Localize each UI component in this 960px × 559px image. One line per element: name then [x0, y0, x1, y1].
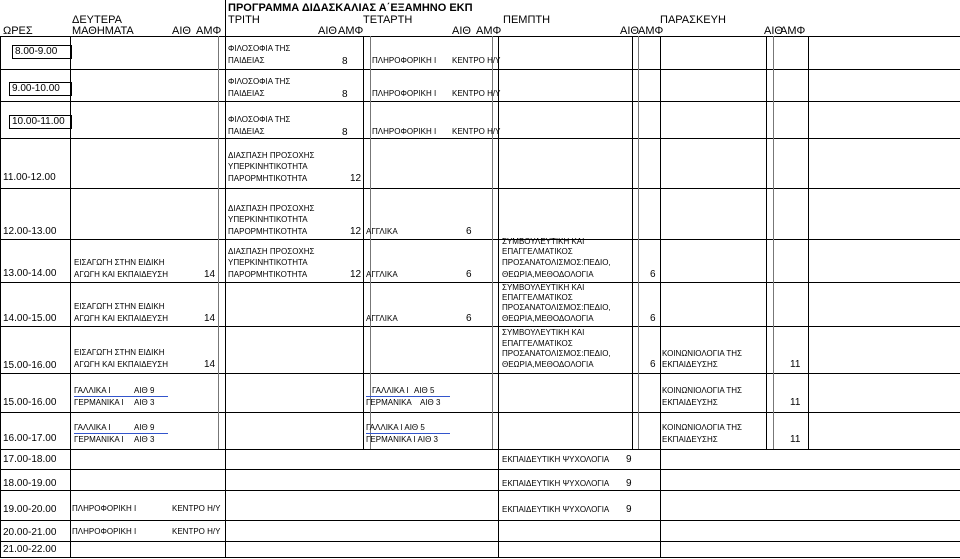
course-line: ΕΙΣΑΓΩΓΗ ΣΤΗΝ ΕΙΔΙΚΗ: [74, 258, 165, 267]
course-line: ΠΛΗΡΟΦΟΡΙΚΗ Ι: [372, 127, 437, 136]
room-value: 11: [790, 434, 801, 445]
room-value: ΑΙΘ 5: [414, 386, 435, 395]
course-line: ΔΙΑΣΠΑΣΗ ΠΡΟΣΟΧΗΣ: [228, 204, 315, 213]
course-line: ΣΥΜΒΟΥΛΕΥΤΙΚΗ ΚΑΙ: [502, 283, 585, 292]
room-value: 14: [204, 359, 216, 370]
course-line: ΓΑΛΛΙΚΑ Ι: [74, 423, 111, 432]
col-amf: ΑΜΦ: [780, 25, 806, 37]
row-divider: [0, 373, 960, 374]
course-line: ΑΓΩΓΗ ΚΑΙ ΕΚΠΑΙΔΕΥΣΗ: [74, 270, 168, 279]
day-monday: ΔΕΥΤΕΡΑ: [72, 14, 122, 26]
room-value: 6: [650, 359, 656, 370]
room-value: ΑΙΘ 3: [134, 435, 155, 444]
col-amf: ΑΜΦ: [476, 25, 502, 37]
row-divider: [0, 239, 960, 240]
course-line: ΕΠΑΓΓΕΛΜΑΤΙΚΟΣ: [502, 247, 573, 256]
room-value: 9: [626, 504, 632, 515]
col-room: ΑΙΘ: [764, 25, 783, 37]
day-tuesday: ΤΡΙΤΗ: [228, 14, 260, 26]
page-title: ΠΡΟΓΡΑΜΜΑ ΔΙΔΑΣΚΑΛΙΑΣ Α΄ΕΞΑΜΗΝΟ ΕΚΠ: [228, 2, 473, 14]
course-line: ΠΑΙΔΕΙΑΣ: [228, 89, 265, 98]
underline: [366, 433, 450, 434]
underline: [74, 396, 168, 397]
hour-label: 17.00-18.00: [3, 454, 57, 465]
row-divider: [0, 469, 960, 470]
course-line: ΦΙΛΟΣΟΦΙΑ ΤΗΣ: [228, 77, 291, 86]
underline: [74, 433, 168, 434]
hour-label: 15.00-16.00: [3, 360, 57, 371]
course-line: ΓΕΡΜΑΝΙΚΑ Ι ΑΙΘ 3: [366, 435, 438, 444]
col-divider: [363, 36, 364, 449]
hour-label: 16.00-17.00: [3, 433, 57, 444]
day-wednesday: ΤΕΤΑΡΤΗ: [363, 14, 413, 26]
col-divider: [660, 36, 661, 557]
course-line: ΘΕΩΡΙΑ,ΜΕΘΟΔΟΛΟΓΙΑ: [502, 314, 594, 323]
course-line: ΠΛΗΡΟΦΟΡΙΚΗ Ι: [372, 56, 437, 65]
room-value: 6: [650, 269, 656, 280]
room-value: ΚΕΝΤΡΟ Η/Υ: [452, 89, 501, 98]
hour-label: 12.00-13.00: [3, 226, 57, 237]
hour-label: 8.00-9.00: [12, 45, 72, 59]
course-line: ΔΙΑΣΠΑΣΗ ΠΡΟΣΟΧΗΣ: [228, 247, 315, 256]
row-divider: [0, 449, 960, 450]
room-value: ΑΙΘ 9: [134, 386, 155, 395]
row-divider: [0, 557, 960, 558]
row-divider: [0, 326, 960, 327]
day-thursday: ΠΕΜΠΤΗ: [503, 14, 551, 26]
col-divider: [498, 36, 499, 557]
row-divider: [0, 412, 960, 413]
room-value: 6: [466, 226, 472, 237]
row-divider: [0, 188, 960, 189]
course-line: ΘΕΩΡΙΑ,ΜΕΘΟΔΟΛΟΓΙΑ: [502, 270, 594, 279]
room-value: 8: [342, 56, 348, 67]
col-divider: [225, 0, 226, 557]
col-courses: ΜΑΘΗΜΑΤΑ: [72, 25, 134, 37]
hour-label: 10.00-11.00: [9, 115, 72, 129]
course-line: ΦΙΛΟΣΟΦΙΑ ΤΗΣ: [228, 44, 291, 53]
course-line: ΠΡΟΣΑΝΑΤΟΛΙΣΜΟΣ:ΠΕΔΙΟ,: [502, 258, 611, 267]
course-line: ΕΠΑΓΓΕΛΜΑΤΙΚΟΣ: [502, 293, 573, 302]
hour-label: 15.00-16.00: [3, 397, 57, 408]
room-value: 6: [466, 313, 472, 324]
room-value: 12: [350, 173, 362, 184]
course-line: ΠΛΗΡΟΦΟΡΙΚΗ Ι: [372, 89, 437, 98]
hour-label: 9.00-10.00: [9, 82, 72, 96]
course-line: ΠΛΗΡΟΦΟΡΙΚΗ Ι: [72, 504, 137, 513]
col-divider: [766, 36, 767, 449]
course-line: ΓΕΡΜΑΝΙΚΑ Ι: [74, 435, 124, 444]
course-line: ΠΑΙΔΕΙΑΣ: [228, 127, 265, 136]
room-value: ΚΕΝΤΡΟ Η/Υ: [172, 504, 221, 513]
course-line: ΑΓΓΛΙΚΑ: [366, 314, 398, 323]
course-line: ΕΚΠΑΙΔΕΥΤΙΚΗ ΨΥΧΟΛΟΓΙΑ: [502, 505, 610, 514]
course-line: ΕΚΠΑΙΔΕΥΣΗΣ: [662, 435, 718, 444]
col-divider: [638, 36, 639, 449]
col-room: ΑΙΘ: [620, 25, 639, 37]
col-divider: [370, 36, 371, 449]
room-value: ΚΕΝΤΡΟ Η/Υ: [452, 127, 501, 136]
room-value: ΑΙΘ 9: [134, 423, 155, 432]
course-line: ΠΑΙΔΕΙΑΣ: [228, 56, 265, 65]
row-divider: [0, 101, 960, 102]
col-room: ΑΙΘ: [172, 25, 191, 37]
room-value: 14: [204, 313, 216, 324]
col-divider: [218, 36, 219, 449]
room-value: ΚΕΝΤΡΟ Η/Υ: [452, 56, 501, 65]
col-amf: ΑΜΦ: [196, 25, 222, 37]
row-divider: [0, 520, 960, 521]
hour-label: 11.00-12.00: [3, 172, 56, 183]
room-value: 11: [790, 397, 801, 408]
course-line: ΚΟΙΝΩΝΙΟΛΟΓΙΑ ΤΗΣ: [662, 386, 742, 395]
course-line: ΑΓΓΛΙΚΑ: [366, 270, 398, 279]
course-line: ΓΕΡΜΑΝΙΚΑ: [366, 398, 412, 407]
room-value: ΑΙΘ 3: [134, 398, 155, 407]
course-line: ΓΑΛΛΙΚΑ Ι: [74, 386, 111, 395]
course-line: ΕΙΣΑΓΩΓΗ ΣΤΗΝ ΕΙΔΙΚΗ: [74, 302, 165, 311]
course-line: ΑΓΓΛΙΚΑ: [366, 227, 398, 236]
col-divider: [808, 36, 809, 449]
course-line: ΕΚΠΑΙΔΕΥΤΙΚΗ ΨΥΧΟΛΟΓΙΑ: [502, 455, 610, 464]
room-value: 12: [350, 226, 362, 237]
course-line: ΚΟΙΝΩΝΙΟΛΟΓΙΑ ΤΗΣ: [662, 423, 742, 432]
day-friday: ΠΑΡΑΣΚΕΥΗ: [660, 14, 726, 26]
hour-label: 13.00-14.00: [3, 268, 57, 279]
course-line: ΠΑΡΟΡΜΗΤΙΚΟΤΗΤΑ: [228, 270, 308, 279]
course-line: ΕΙΣΑΓΩΓΗ ΣΤΗΝ ΕΙΔΙΚΗ: [74, 348, 165, 357]
course-line: ΥΠΕΡΚΙΝΗΤΙΚΟΤΗΤΑ: [228, 162, 308, 171]
hour-label: 20.00-21.00: [3, 527, 57, 538]
course-line: ΓΑΛΛΙΚΑ Ι: [372, 386, 409, 395]
hour-label: 21.00-22.00: [3, 544, 57, 555]
course-line: ΥΠΕΡΚΙΝΗΤΙΚΟΤΗΤΑ: [228, 258, 308, 267]
course-line: ΠΡΟΣΑΝΑΤΟΛΙΣΜΟΣ:ΠΕΔΙΟ,: [502, 303, 611, 312]
course-line: ΘΕΩΡΙΑ,ΜΕΘΟΔΟΛΟΓΙΑ: [502, 360, 594, 369]
course-line: ΣΥΜΒΟΥΛΕΥΤΙΚΗ ΚΑΙ: [502, 328, 585, 337]
hour-label: 14.00-15.00: [3, 313, 57, 324]
col-hours: ΩΡΕΣ: [3, 25, 33, 37]
col-amf: ΑΜΦ: [338, 25, 364, 37]
course-line: ΔΙΑΣΠΑΣΗ ΠΡΟΣΟΧΗΣ: [228, 151, 315, 160]
course-line: ΠΛΗΡΟΦΟΡΙΚΗ Ι: [72, 527, 137, 536]
course-line: ΚΟΙΝΩΝΙΟΛΟΓΙΑ ΤΗΣ: [662, 349, 742, 358]
course-line: ΑΓΩΓΗ ΚΑΙ ΕΚΠΑΙΔΕΥΣΗ: [74, 360, 168, 369]
col-divider: [773, 36, 774, 449]
course-line: ΠΑΡΟΡΜΗΤΙΚΟΤΗΤΑ: [228, 227, 308, 236]
hour-label: 19.00-20.00: [3, 504, 57, 515]
col-room: ΑΙΘ: [318, 25, 337, 37]
course-line: ΣΥΜΒΟΥΛΕΥΤΙΚΗ ΚΑΙ: [502, 237, 585, 246]
room-value: ΚΕΝΤΡΟ Η/Υ: [172, 527, 221, 536]
room-value: 11: [790, 359, 801, 370]
course-line: ΑΓΩΓΗ ΚΑΙ ΕΚΠΑΙΔΕΥΣΗ: [74, 314, 168, 323]
course-line: ΕΠΑΓΓΕΛΜΑΤΙΚΟΣ: [502, 339, 573, 348]
course-line: ΓΕΡΜΑΝΙΚΑ Ι: [74, 398, 124, 407]
room-value: 8: [342, 89, 348, 100]
hour-label: 18.00-19.00: [3, 478, 57, 489]
room-value: 6: [466, 269, 472, 280]
row-divider: [0, 541, 960, 542]
course-line: ΠΡΟΣΑΝΑΤΟΛΙΣΜΟΣ:ΠΕΔΙΟ,: [502, 349, 611, 358]
col-divider: [0, 36, 1, 557]
course-line: ΕΚΠΑΙΔΕΥΤΙΚΗ ΨΥΧΟΛΟΓΙΑ: [502, 479, 610, 488]
room-value: 9: [626, 454, 632, 465]
room-value: 9: [626, 478, 632, 489]
course-line: ΓΑΛΛΙΚΑ Ι ΑΙΘ 5: [366, 423, 425, 432]
row-divider: [0, 282, 960, 283]
course-line: ΦΙΛΟΣΟΦΙΑ ΤΗΣ: [228, 115, 291, 124]
room-value: 14: [204, 269, 216, 280]
room-value: ΑΙΘ 3: [420, 398, 441, 407]
course-line: ΠΑΡΟΡΜΗΤΙΚΟΤΗΤΑ: [228, 174, 308, 183]
row-divider: [0, 490, 960, 491]
row-divider: [0, 138, 960, 139]
course-line: ΥΠΕΡΚΙΝΗΤΙΚΟΤΗΤΑ: [228, 215, 308, 224]
col-divider: [632, 36, 633, 449]
room-value: 6: [650, 313, 656, 324]
col-amf: ΑΜΦ: [638, 25, 664, 37]
row-divider: [0, 69, 960, 70]
room-value: 8: [342, 127, 348, 138]
course-line: ΕΚΠΑΙΔΕΥΣΗΣ: [662, 360, 718, 369]
underline: [366, 396, 450, 397]
room-value: 12: [350, 269, 362, 280]
col-room: ΑΙΘ: [452, 25, 471, 37]
course-line: ΕΚΠΑΙΔΕΥΣΗΣ: [662, 398, 718, 407]
